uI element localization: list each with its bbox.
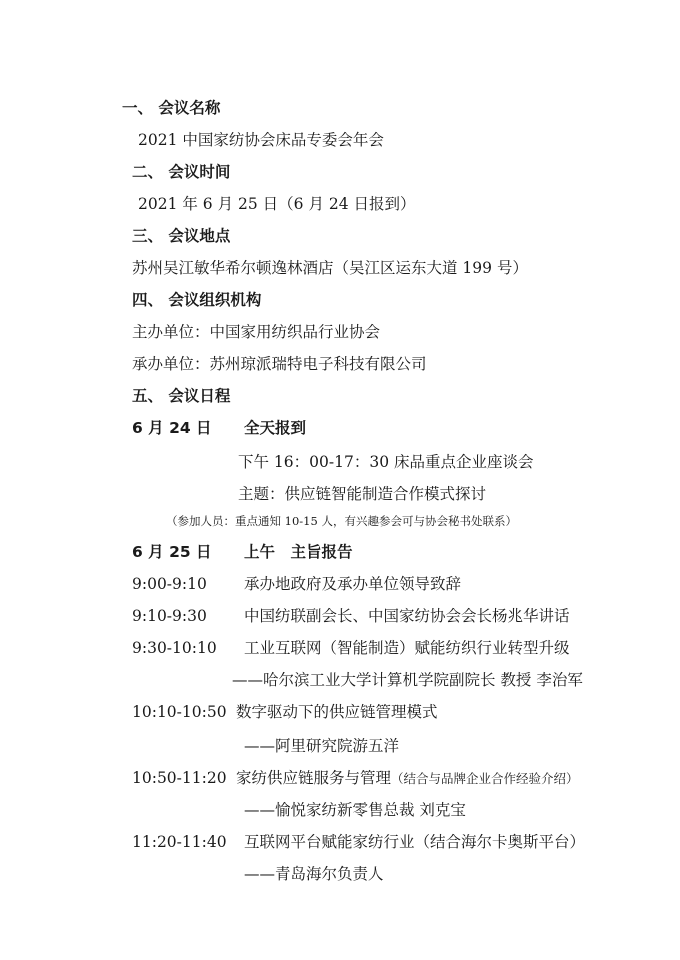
meeting-name: 2021 中国家纺协会床品专委会年会 (138, 131, 384, 149)
agenda-time: 9:00-9:10 (132, 575, 207, 593)
host-unit: 主办单位：中国家用纺织品行业协会 (132, 323, 381, 341)
agenda-speaker: ——哈尔滨工业大学计算机学院副院长 教授 李治军 (232, 671, 583, 689)
agenda-topic-with-note (236, 768, 579, 789)
section-title-organization: 四、 会议组织机构 (132, 291, 262, 309)
agenda-speaker: ——愉悦家纺新零售总裁 刘克宝 (244, 801, 466, 819)
agenda-topic-note: （结合与品牌企业合作经验介绍） (391, 771, 579, 786)
agenda-time: 10:10-10:50 (132, 703, 227, 721)
agenda-time: 9:10-9:30 (132, 607, 207, 625)
agenda-topic: 家纺供应链服务与管理 (236, 769, 392, 787)
organizer-unit: 承办单位：苏州琼派瑞特电子科技有限公司 (132, 355, 427, 373)
agenda-topic: 互联网平台赋能家纺行业（结合海尔卡奥斯平台） (244, 833, 586, 851)
agenda-time: 11:20-11:40 (132, 833, 227, 851)
section-title-time: 二、 会议时间 (132, 163, 231, 181)
day2-session: 上午 主旨报告 (244, 543, 353, 561)
meeting-time: 2021 年 6 月 25 日（6 月 24 日报到） (138, 195, 416, 213)
agenda-speaker: ——青岛海尔负责人 (244, 865, 384, 883)
day1-date: 6 月 24 日 (132, 419, 212, 437)
meeting-venue: 苏州吴江敏华希尔顿逸林酒店（吴江区运东大道 199 号） (132, 259, 528, 277)
section-title-agenda: 五、 会议日程 (132, 387, 231, 405)
agenda-topic: 工业互联网（智能制造）赋能纺织行业转型升级 (244, 639, 570, 657)
day2-date: 6 月 25 日 (132, 543, 212, 561)
agenda-speaker: ——阿里研究院游五洋 (244, 737, 400, 755)
section-title-name: 一、 会议名称 (122, 99, 221, 117)
day1-symposium: 下午 16：00-17：30 床品重点企业座谈会 (238, 453, 534, 471)
day1-participants-note: （参加人员：重点通知 10-15 人，有兴趣参会可与协会秘书处联系） (166, 514, 517, 528)
agenda-topic: 数字驱动下的供应链管理模式 (236, 703, 438, 721)
section-title-venue: 三、 会议地点 (132, 227, 231, 245)
agenda-time: 9:30-10:10 (132, 639, 217, 657)
agenda-time: 10:50-11:20 (132, 769, 227, 787)
agenda-topic: 承办地政府及承办单位领导致辞 (244, 575, 462, 593)
day1-theme: 主题：供应链智能制造合作模式探讨 (238, 485, 487, 503)
day1-registration: 全天报到 (244, 419, 307, 437)
agenda-topic: 中国纺联副会长、中国家纺协会会长杨兆华讲话 (244, 607, 570, 625)
